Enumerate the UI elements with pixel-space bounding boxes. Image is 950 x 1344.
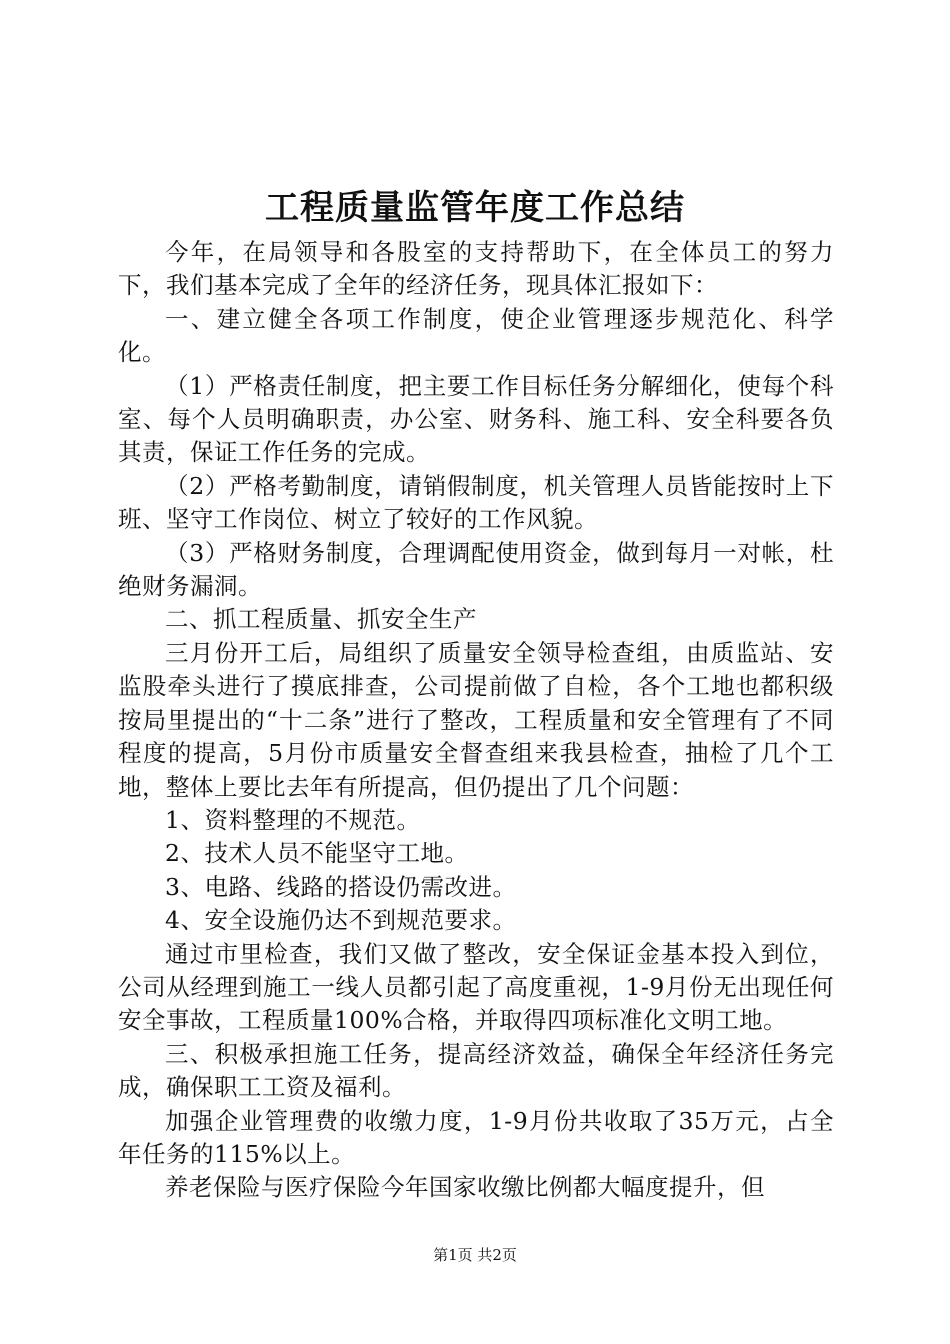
page-footer: 第1页 共2页 <box>433 1246 517 1264</box>
paragraph-item-1: （1）严格责任制度，把主要工作目标任务分解细化，使每个科室、每个人员明确职责，办公室、财务科、施工科、安全科要各负其责，保证工作任务的完成。 <box>118 371 834 467</box>
paragraph-management-fee: 加强企业管理费的收缴力度，1-9月份共收取了35万元，占全年任务的115%以上。 <box>118 1106 834 1168</box>
document-body <box>118 236 834 1205</box>
paragraph-item-3: （3）严格财务制度，合理调配使用资金，做到每月一对帐，杜绝财务漏洞。 <box>118 538 834 601</box>
paragraph-section-1-heading: 一、建立健全各项工作制度，使企业管理逐步规范化、科学化。 <box>118 304 834 367</box>
paragraph-issue-2: 2、技术人员不能坚守工地。 <box>165 839 469 868</box>
paragraph-section-2-heading: 二、抓工程质量、抓安全生产 <box>165 605 477 634</box>
paragraph-insurance: 养老保险与医疗保险今年国家收缴比例都大幅度提升，但 <box>165 1173 765 1202</box>
paragraph-issue-3: 3、电路、线路的搭设仍需改进。 <box>165 872 517 901</box>
paragraph-section-3-heading: 三、积极承担施工任务，提高经济效益，确保全年经济任务完成，确保职工工资及福利。 <box>118 1039 834 1102</box>
paragraph-intro: 今年，在局领导和各股室的支持帮助下，在全体员工的努力下，我们基本完成了全年的经济任务，现具体汇报如下： <box>118 238 834 300</box>
paragraph-item-2: （2）严格考勤制度，请销假制度，机关管理人员皆能按时上下班、坚守工作岗位、树立了较好的工作风貌。 <box>118 471 834 534</box>
paragraph-inspection: 三月份开工后，局组织了质量安全领导检查组，由质监站、安监股牵头进行了摸底排查，公司提前做了自检，各个工地也都积级按局里提出的“十二条”进行了整改，工程质量和安全管理有了不同程度的提高，5月份市质量安全督查组来我县检查，抽检了几个工地，整体上要比去年有所提高，但仍提出了几个问题： <box>118 638 834 801</box>
document-title: 工程质量监管年度工作总结 <box>265 188 685 228</box>
paragraph-issue-1: 1、资料整理的不规范。 <box>165 805 421 834</box>
paragraph-issue-4: 4、安全设施仍达不到规范要求。 <box>165 906 517 935</box>
paragraph-rectification: 通过市里检查，我们又做了整改，安全保证金基本投入到位，公司从经理到施工一线人员都引起了高度重视，1-9月份无出现任何安全事故，工程质量100%合格，并取得四项标准化文明工地。 <box>118 939 834 1035</box>
